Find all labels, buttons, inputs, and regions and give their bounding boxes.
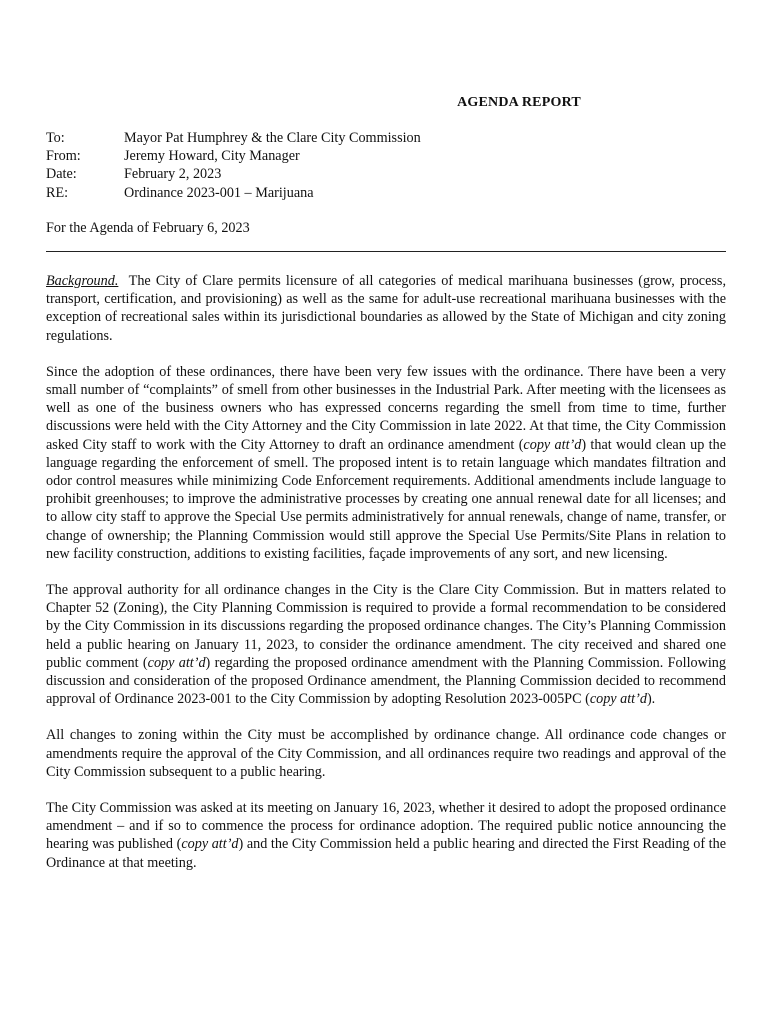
memo-label: To:: [46, 130, 65, 146]
paragraph-text: ).: [646, 691, 656, 708]
attachment-note: copy att’d: [147, 654, 206, 671]
paragraph-background: [46, 272, 726, 345]
paragraph-text: The approval authority for all ordinance changes in the City is the Clare City Commission. But in matters related to Chapter 52 (Zoning), the City Planning Commission is required to provide a formal recommendation to be considered by the City Commission in its discussions regarding the proposed ordinance changes. The City’s Planning Commission held a public hearing on January 11, 2023, to consider the ordinance amendment. The city received and shared one public comment (: [46, 582, 726, 671]
paragraph-commission: [46, 799, 726, 872]
memo-label: From:: [46, 148, 81, 165]
paragraph-text: The City Commission was asked at its meeting on January 16, 2023, whether it desired to adopt the proposed ordinance amendment – and if so to commence the process for ordinance adoption. The required public notice announcing the hearing was published (: [46, 800, 726, 853]
memo-value: Ordinance 2023-001 – Marijuana: [124, 184, 314, 201]
attachment-note: copy att’d: [181, 836, 239, 853]
paragraph-adoption: [46, 363, 726, 563]
memo-row-from: [46, 147, 421, 165]
agenda-date-line: For the Agenda of February 6, 2023: [46, 220, 250, 236]
report-title: AGENDA REPORT: [457, 95, 581, 110]
memo-row-date: [46, 165, 421, 183]
memo-value: Mayor Pat Humphrey & the Clare City Commission: [124, 130, 421, 146]
paragraph-approval: [46, 581, 726, 708]
memo-label: RE:: [46, 184, 69, 201]
paragraph-text: The City of Clare permits licensure of all categories of medical marihuana businesses (grow, process, transport, certification, and provisioning) as well as the same for adult-use recreational marihuana businesses with the exception of recreational sales within its jurisdictional boundaries as allowed by the State of Michigan and city zoning regulations.: [46, 273, 726, 344]
paragraph-text: ) and the City Commission held a public hearing and directed the First Reading of the Ordinance at that meeting.: [46, 836, 726, 871]
memo-row-to: [46, 129, 421, 147]
paragraph-text: ) that would clean up the language regarding the enforcement of smell. The proposed intent is to retain language which mandates filtration and odor control measures while minimizing Code Enforcement requirements. Additional amendments include language to prohibit greenhouses; to improve the administrative processes by creating one annual renewal date for all licenses; and to allow city staff to approve the Special Use permits administratively for annual renewals, change of name, transfer, or change of ownership; the Planning Commission would still approve the Special Use Permits/Site Plans in relation to new facility construction, additions to existing facilities, façade improvements of any sort, and new licensing.: [46, 436, 727, 562]
paragraph-zoning: All changes to zoning within the City must be accomplished by ordinance change. All ordinance code changes or amendments require the approval of the City Commission, and all ordinances require two readings and approval of the City Commission subsequent to a public hearing.: [46, 727, 726, 780]
memo-row-re: [46, 184, 421, 202]
paragraph-text: Since the adoption of these ordinances, there have been very few issues with the ordinance. There have been a very small number of “complaints” of smell from other businesses in the Industrial Park. After meeting with the licensees as well as one of the business owners who has expressed concerns regarding the smell from time to time, further discussions were held with the City Attorney and the City Commission in late 2022. At that time, the City Commission asked City staff to work with the City Attorney to draft an ordinance amendment (: [46, 363, 726, 453]
memo-label: Date:: [46, 166, 77, 183]
paragraph-text: ) regarding the proposed ordinance amendment with the Planning Commission. Following discussion and consideration of the proposed Ordinance amendment, the Planning Commission decided to recommend approval of Ordinance 2023-001 to the City Commission by adopting Resolution 2023-005PC (: [46, 654, 726, 708]
memo-block: [46, 129, 421, 202]
attachment-note: copy att’d: [589, 691, 647, 708]
report-body: [46, 272, 726, 890]
attachment-note: copy att’d: [523, 436, 582, 453]
background-heading: Background.: [46, 273, 119, 289]
memo-value: February 2, 2023: [124, 166, 222, 183]
divider: [46, 251, 726, 252]
memo-value: Jeremy Howard, City Manager: [124, 148, 300, 165]
